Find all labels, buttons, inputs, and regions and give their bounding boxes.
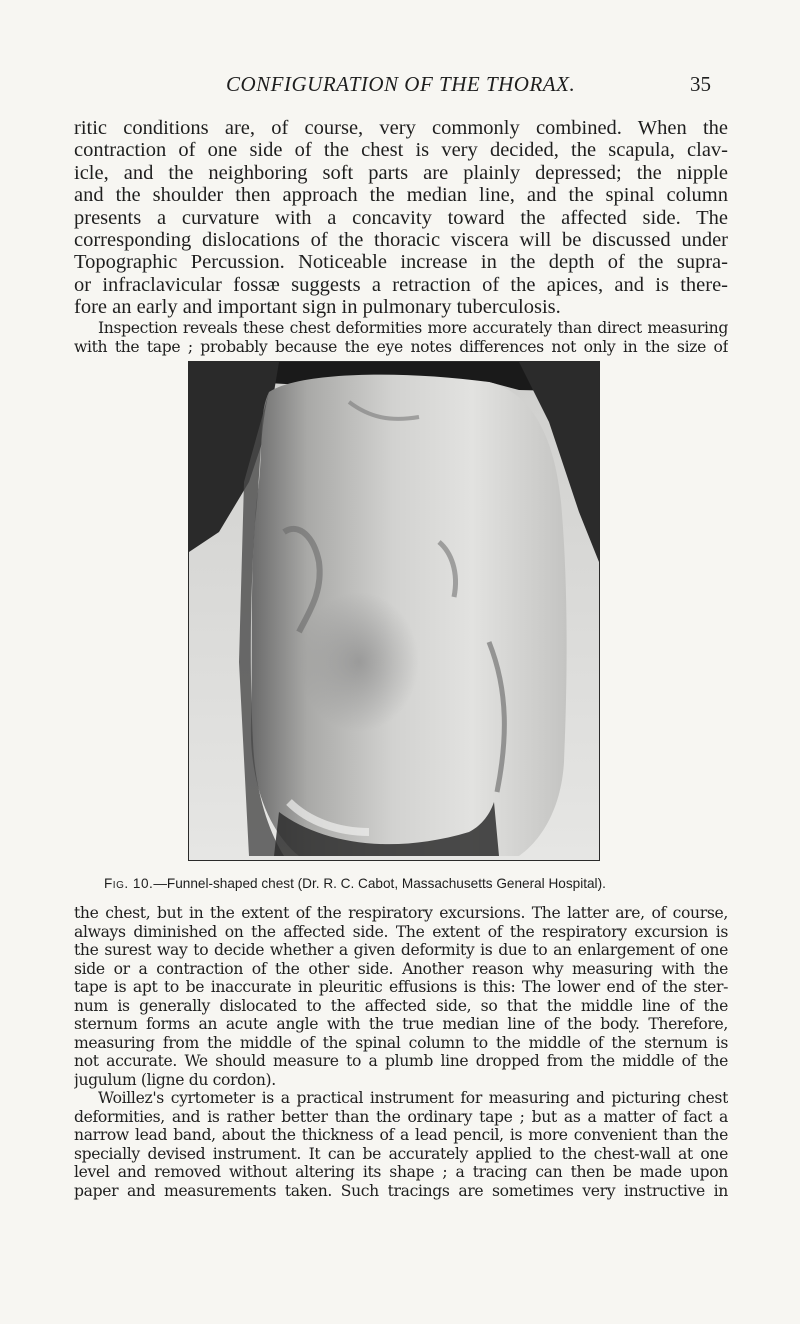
text-line: ritic conditions are, of course, very commonly combined. When the [74, 117, 728, 139]
text-line: jugulum (ligne du cordon). [74, 1070, 276, 1089]
text-line: always diminished on the affected side. The extent of the respiratory excursion is [74, 922, 728, 941]
figure-number: Fig. 10. [104, 876, 154, 891]
text-line: the surest way to decide whether a given deformity is due to an enlargement of one [74, 941, 728, 960]
running-title: CONFIGURATION OF THE THORAX. [226, 72, 576, 96]
text-line: icle, and the neighboring soft parts are plainly depressed; the nipple [74, 161, 728, 184]
page-number: 35 [690, 72, 711, 96]
paragraph-3 [74, 1089, 728, 1200]
text-line: deformities, and is rather better than the ordinary tape ; but as a matter of fact a [74, 1107, 728, 1126]
figure-caption-text: —Funnel-shaped chest (Dr. R. C. Cabot, Massachusetts General Hospital). [153, 876, 606, 891]
text-line: corresponding dislocations of the thoracic viscera will be discussed under [74, 229, 728, 252]
text-line: num is generally dislocated to the affected side, so that the middle line of the [74, 996, 728, 1015]
text-line: contraction of one side of the chest is very decided, the scapula, clav- [74, 139, 728, 162]
chest-photo-illustration [189, 362, 599, 860]
text-line: specially devised instrument. It can be accurately applied to the chest-wall at one [74, 1144, 728, 1163]
text-line: Inspection reveals these chest deformities more accurately than direct measuring [98, 319, 728, 337]
running-head [0, 72, 800, 104]
text-line: sternum forms an acute angle with the true median line of the body. Therefore, [74, 1015, 728, 1034]
text-line: presents a curvature with a concavity toward the affected side. The [74, 206, 728, 229]
paragraph-2-end [74, 904, 728, 1089]
text-line: and the shoulder then approach the median line, and the spinal column [74, 184, 728, 207]
text-line: with the tape ; probably because the eye notes differences not only in the size of [74, 337, 728, 356]
text-line: not accurate. We should measure to a plumb line dropped from the middle of the [74, 1052, 728, 1071]
text-line: narrow lead band, about the thickness of a lead pencil, is more convenient than the [74, 1126, 728, 1145]
paragraph-1 [74, 117, 728, 319]
text-line: side or a contraction of the other side. Another reason why measuring with the [74, 959, 728, 978]
text-line: level and removed without altering its shape ; a tracing can then be made upon [74, 1163, 728, 1182]
funnel-chest-photograph [188, 361, 600, 861]
text-line: paper and measurements taken. Such tracings are sometimes very instructive in [74, 1181, 728, 1200]
text-line: or infraclavicular fossæ suggests a retraction of the apices, and is there- [74, 273, 728, 296]
text-line: measuring from the middle of the spinal column to the middle of the sternum is [74, 1033, 728, 1052]
text-line: tape is apt to be inaccurate in pleuritic effusions is this: The lower end of the ster- [74, 978, 728, 997]
text-line: the chest, but in the extent of the respiratory excursions. The latter are, of course, [74, 904, 728, 922]
text-line: fore an early and important sign in pulmonary tuberculosis. [74, 296, 561, 319]
paragraph-2-start [74, 319, 728, 356]
text-line: Topographic Percussion. Noticeable increase in the depth of the supra- [74, 251, 728, 274]
figure-caption [104, 876, 724, 891]
text-line: Woillez's cyrtometer is a practical instrument for measuring and picturing chest [98, 1089, 728, 1107]
